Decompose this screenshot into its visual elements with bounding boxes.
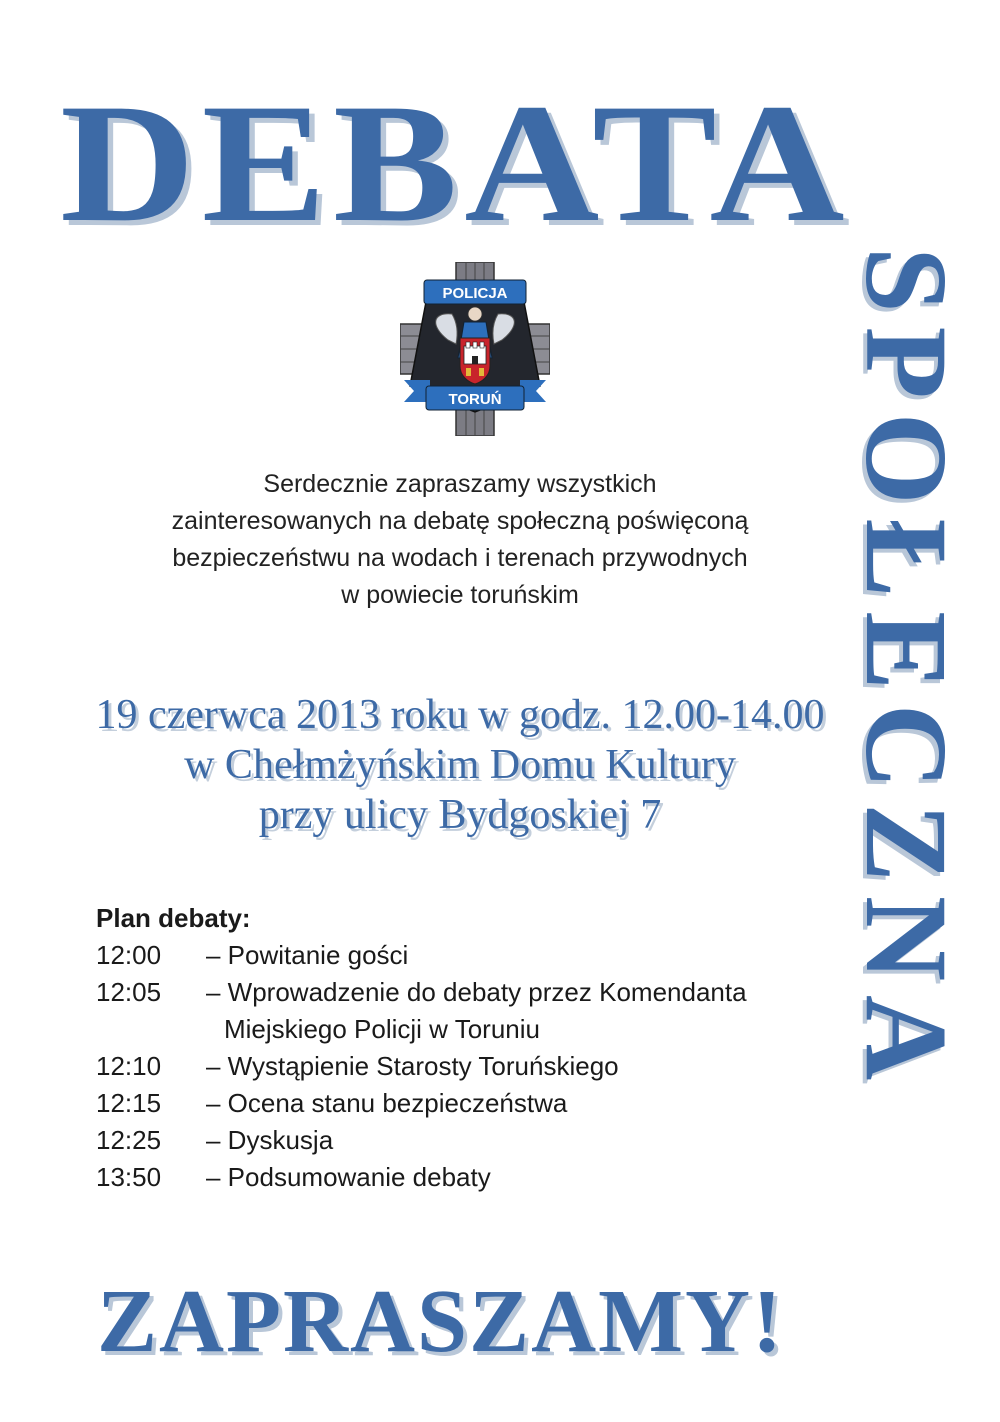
plan-item-text: – Wystąpienie Starosty Toruńskiego	[206, 1051, 619, 1081]
plan-item	[96, 1048, 836, 1085]
event-details	[40, 690, 880, 840]
plan-item	[96, 937, 836, 974]
invitation-line: w powiecie toruńskim	[341, 581, 579, 609]
plan-item-text: – Powitanie gości	[206, 940, 409, 970]
invitation-line: bezpieczeństwu na wodach i terenach przywodnych	[172, 544, 748, 572]
plan-item-text: – Ocena stanu bezpieczeństwa	[206, 1088, 568, 1118]
plan-item-text-continued: Miejskiego Policji w Toruniu	[224, 1014, 540, 1044]
plan-item	[96, 1122, 836, 1159]
event-venue: w Chełmżyńskim Domu Kultury	[184, 742, 736, 788]
page-title: DEBATA	[60, 69, 852, 257]
plan-item-time: 12:25	[96, 1125, 162, 1155]
invitation-line: zainteresowanych na debatę społeczną poświęconą	[171, 507, 749, 535]
plan-item	[96, 1159, 836, 1196]
debate-plan	[96, 900, 836, 1196]
invitation-text	[60, 466, 860, 614]
event-date-time: 19 czerwca 2013 roku w godz. 12.00-14.00	[95, 692, 825, 738]
svg-text:POLICJA: POLICJA	[442, 285, 508, 302]
plan-item-time: 13:50	[96, 1162, 162, 1192]
plan-item-text: – Dyskusja	[206, 1125, 334, 1155]
event-address: przy ulicy Bydgoskiej 7	[258, 792, 662, 838]
side-title: SPOŁECZNA	[841, 247, 972, 1095]
plan-item-time: 12:05	[96, 977, 162, 1007]
plan-item	[96, 974, 836, 1048]
plan-item-time: 12:00	[96, 940, 162, 970]
plan-item-text: – Podsumowanie debaty	[206, 1162, 491, 1192]
plan-heading: Plan debaty:	[96, 903, 251, 933]
svg-text:TORUŃ: TORUŃ	[448, 391, 502, 408]
plan-item-time: 12:15	[96, 1088, 162, 1118]
police-emblem-icon	[400, 262, 550, 436]
plan-item	[96, 1085, 836, 1122]
plan-item-text: – Wprowadzenie do debaty przez Komendanta	[206, 977, 747, 1007]
closing-invitation: ZAPRASZAMY!	[97, 1272, 784, 1371]
police-logo	[400, 262, 550, 436]
invitation-line: Serdecznie zapraszamy wszystkich	[263, 470, 657, 498]
plan-item-time: 12:10	[96, 1051, 162, 1081]
